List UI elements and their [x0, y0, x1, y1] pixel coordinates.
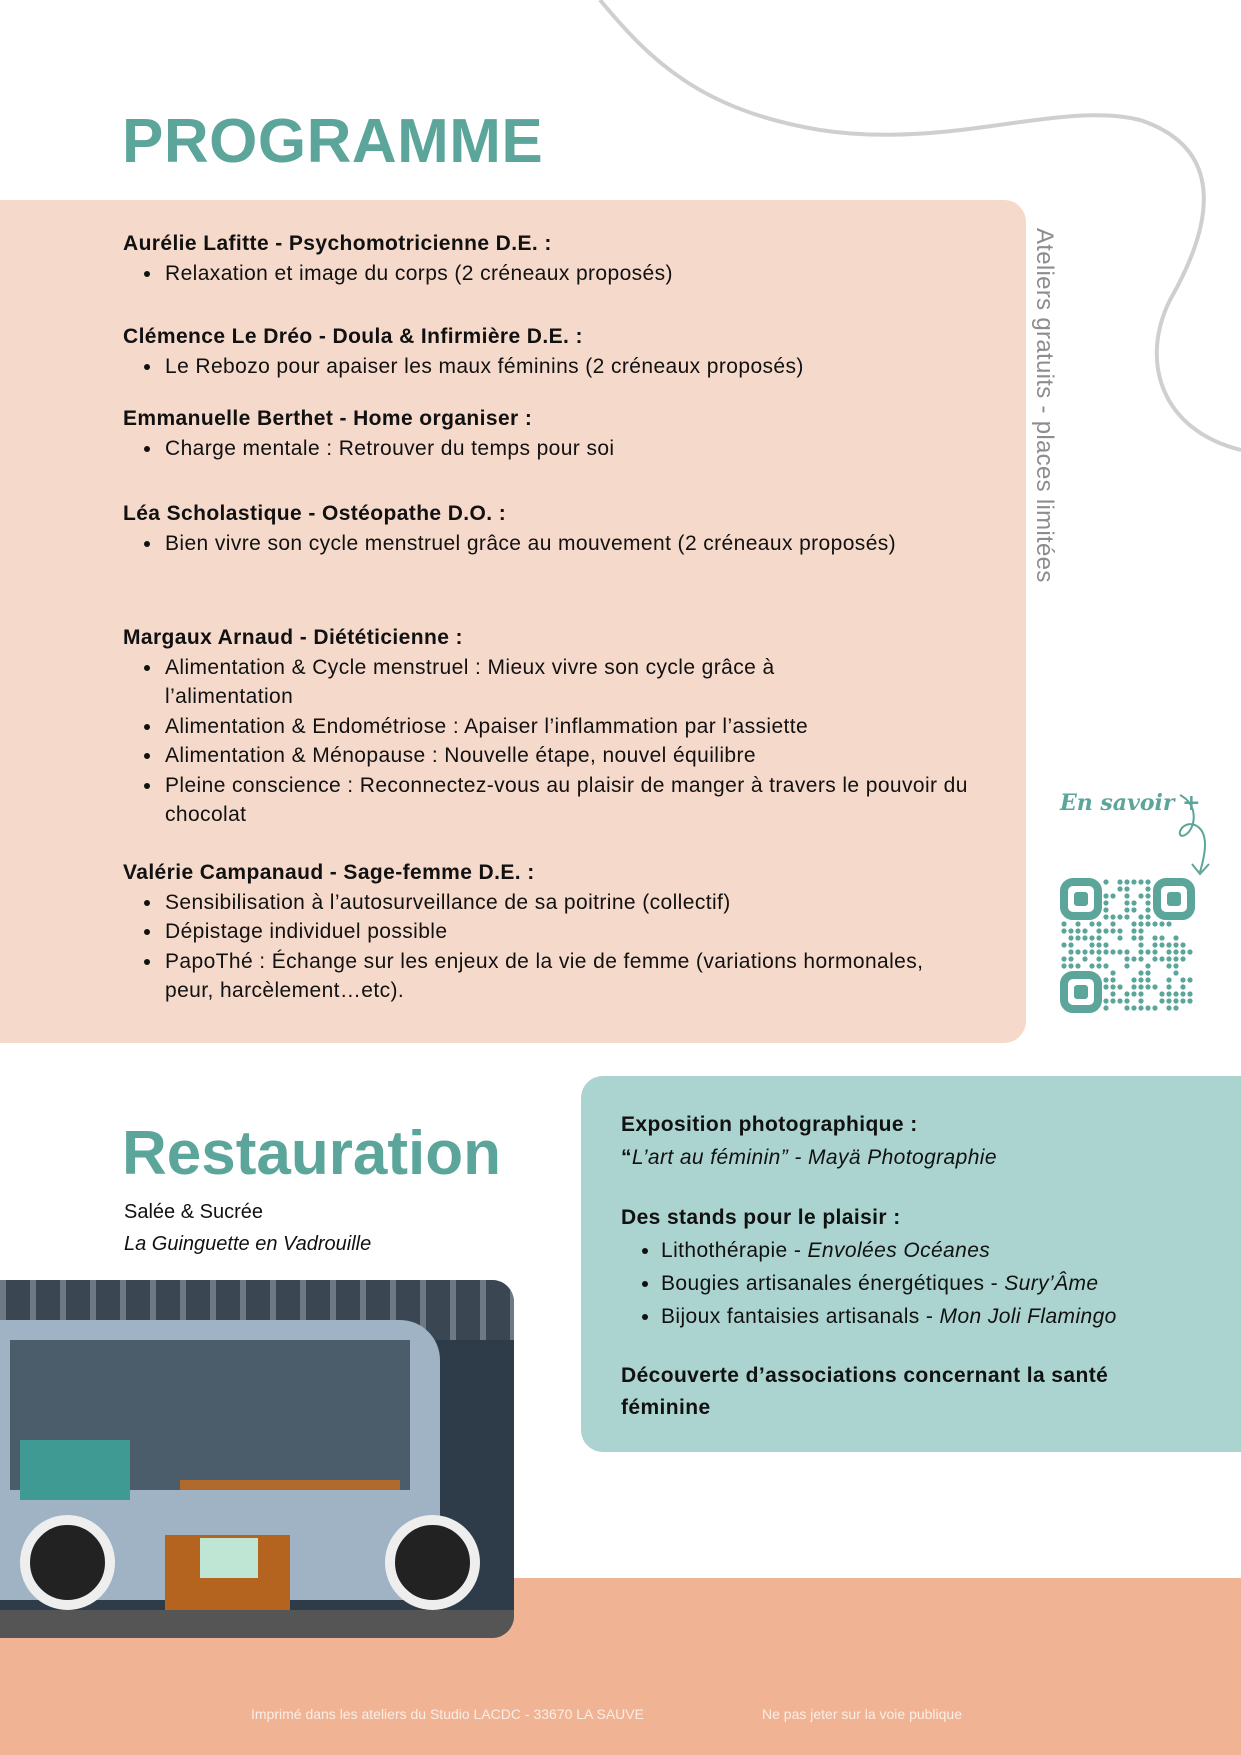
workshop-item: • Bien vivre son cycle menstruel grâce au mouvement (2 créneaux proposés) — [163, 529, 903, 559]
printer-credit: Imprimé dans les ateliers du Studio LACDC - 33670 LA SAUVE — [251, 1706, 644, 1722]
workshop-item: • Alimentation & Cycle menstruel : Mieux vivre son cycle grâce à l’alimentation — [163, 653, 885, 712]
programme-entry — [123, 229, 673, 288]
exhibition-title: Exposition photographique : — [621, 1113, 918, 1136]
workshop-item: • Relaxation et image du corps (2 créneaux proposés) — [163, 259, 673, 289]
stand-item: • Bougies artisanales énergétiques - Sury’Âme — [661, 1267, 1117, 1300]
programme-title: PROGRAMME — [122, 107, 544, 176]
stands-title: Des stands pour le plaisir : — [621, 1206, 901, 1229]
curly-arrow-icon — [1175, 790, 1215, 880]
workshop-item: • Pleine conscience : Reconnectez-vous au plaisir de manger à travers le pouvoir du chocolat — [163, 771, 983, 830]
exhibition-work: L’art au féminin — [631, 1146, 781, 1169]
programme-entry — [123, 623, 983, 830]
food-type: Salée & Sucrée — [124, 1201, 263, 1223]
speaker: Valérie Campanaud - Sage-femme D.E. : — [123, 861, 535, 884]
workshop-item: • Le Rebozo pour apaiser les maux féminins (2 créneaux proposés) — [163, 352, 804, 382]
programme-entry — [123, 499, 903, 558]
disposal-notice: Ne pas jeter sur la voie publique — [762, 1706, 963, 1722]
learn-more-label: En savoir + — [1060, 790, 1201, 816]
associations-note: Découverte d’associations concernant la santé féminine — [621, 1364, 1109, 1419]
stand-item: • Lithothérapie - Envolées Océanes — [661, 1234, 1117, 1267]
programme-entry — [123, 404, 614, 463]
food-truck-photo — [0, 1280, 514, 1638]
programme-entry — [123, 322, 804, 381]
workshop-item: • Sensibilisation à l’autosurveillance de sa poitrine (collectif) — [163, 888, 943, 918]
speaker: Aurélie Lafitte - Psychomotricienne D.E. : — [123, 232, 552, 255]
workshop-item: • PapoThé : Échange sur les enjeux de la vie de femme (variations hormonales, peur, harcèlement…etc). — [163, 947, 943, 1006]
restauration-title: Restauration — [122, 1119, 501, 1188]
workshop-item: • Dépistage individuel possible — [163, 917, 943, 947]
food-vendor: La Guinguette en Vadrouille — [124, 1233, 372, 1255]
qr-code-icon[interactable] — [1060, 878, 1195, 1013]
speaker: Léa Scholastique - Ostéopathe D.O. : — [123, 502, 507, 525]
exhibition-panel — [581, 1076, 1241, 1452]
workshop-item: • Alimentation & Ménopause : Nouvelle étape, nouvel équilibre — [163, 741, 983, 771]
quote-open: “ — [621, 1146, 632, 1169]
quote-close: ” — [780, 1146, 789, 1169]
exhibition-author: - Mayä Photographie — [788, 1146, 997, 1169]
free-workshops-note: Ateliers gratuits - places limitées — [1031, 228, 1058, 583]
workshop-item: • Charge mentale : Retrouver du temps pour soi — [163, 434, 614, 464]
speaker: Margaux Arnaud - Diététicienne : — [123, 626, 463, 649]
workshop-item: • Alimentation & Endométriose : Apaiser l’inflammation par l’assiette — [163, 712, 983, 742]
stand-item: • Bijoux fantaisies artisanals - Mon Joli Flamingo — [661, 1300, 1117, 1333]
speaker: Emmanuelle Berthet - Home organiser : — [123, 407, 533, 430]
speaker: Clémence Le Dréo - Doula & Infirmière D.E. : — [123, 325, 583, 348]
programme-entry — [123, 858, 943, 1006]
